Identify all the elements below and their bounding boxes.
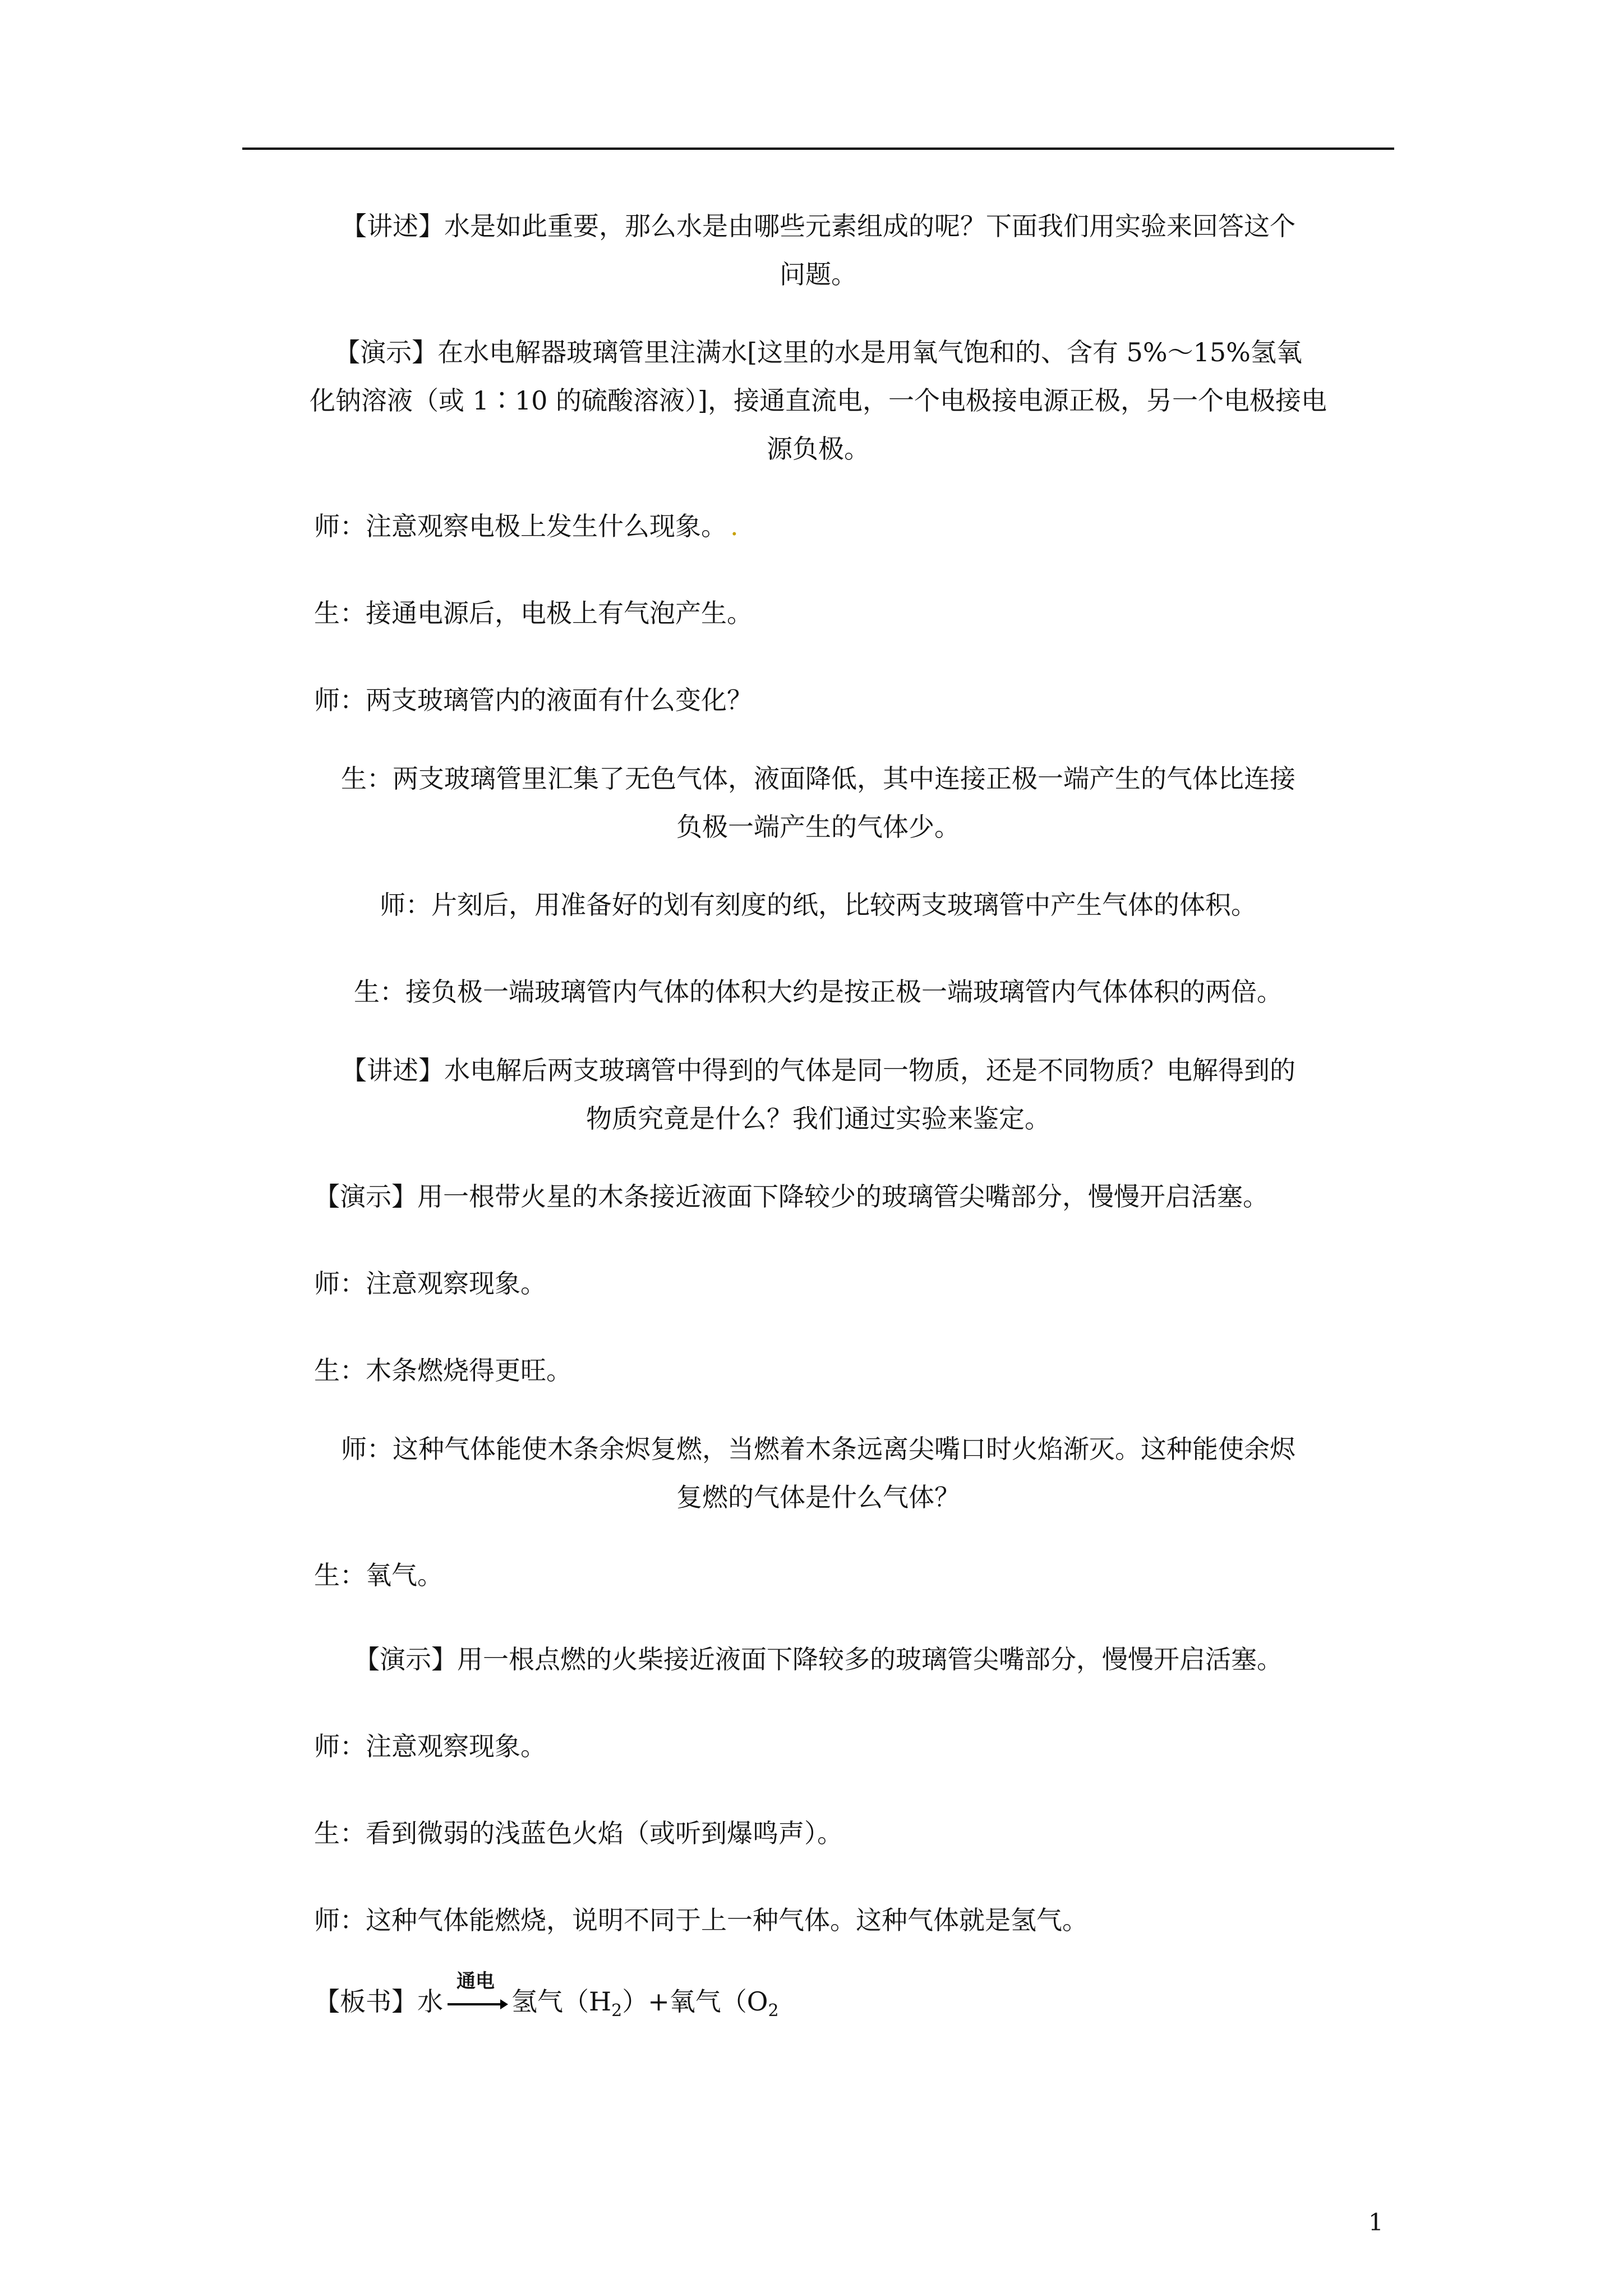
paragraph-demo-1 [242,328,1394,473]
paragraph-student-4: 生：木条燃烧得更旺。 [314,1355,572,1386]
paragraph-line: 源负极。 [767,434,870,464]
paragraph-line: 【讲述】水电解后两支玻璃管中得到的气体是同一物质，还是不同物质？电解得到的 [341,1055,1295,1085]
paragraph-teacher-1 [314,502,739,550]
equation-plus: + [648,1986,670,2017]
equation-prefix: 【板书】水 [314,1986,443,2017]
paragraph-line: 师：这种气体能使木条余烬复燃，当燃着木条远离尖嘴口时火焰渐灭。这种能使余烬 [341,1434,1295,1464]
paragraph-line: 生：两支玻璃管里汇集了无色气体，液面降低，其中连接正极一端产生的气体比连接 [341,763,1295,794]
header-rule [242,148,1394,150]
paragraph-line: 问题。 [780,259,857,289]
equation-product-2: 氧气（O [669,1986,768,2017]
right-arrow-icon [446,1996,508,2013]
paragraph-narration-2 [242,1046,1394,1143]
paragraph-teacher-7: 师：这种气体能燃烧，说明不同于上一种气体。这种气体就是氢气。 [314,1905,1088,1935]
page-number: 1 [1368,2208,1384,2236]
subscript-2: 2 [611,2001,623,2021]
paragraph-line: 复燃的气体是什么气体？ [676,1482,960,1512]
subscript-2: 2 [768,2001,779,2021]
paragraph-demo-3: 【演示】用一根点燃的火柴接近液面下降较多的玻璃管尖嘴部分，慢慢开启活塞。 [354,1644,1283,1674]
stray-mark: . [730,511,739,541]
reaction-arrow [446,1970,508,2021]
paragraph-student-1: 生：接通电源后，电极上有气泡产生。 [314,598,753,628]
paragraph-line: 【演示】在水电解器玻璃管里注满水[这里的水是用氧气饱和的、含有 5%～15%氢氧 [334,337,1302,367]
paragraph-teacher-4: 师：注意观察现象。 [314,1268,546,1299]
paragraph-line: 化钠溶液（或 1∶10 的硫酸溶液）]，接通直流电，一个电极接电源正极，另一个电极接电 [310,385,1327,416]
board-equation [314,1970,779,2035]
paragraph-student-2 [242,754,1394,851]
paragraph-line: 【讲述】水是如此重要，那么水是由哪些元素组成的呢？下面我们用实验来回答这个 [341,211,1295,241]
paragraph-text: 师：注意观察电极上发生什么现象。 [314,511,727,541]
paragraph-teacher-2: 师：两支玻璃管内的液面有什么变化？ [314,685,753,715]
paragraph-demo-2: 【演示】用一根带火星的木条接近液面下降较少的玻璃管尖嘴部分，慢慢开启活塞。 [314,1181,1269,1212]
paragraph-line: 负极一端产生的气体少。 [676,812,960,842]
paragraph-teacher-3: 师：片刻后，用准备好的划有刻度的纸，比较两支玻璃管中产生气体的体积。 [380,890,1257,920]
paragraph-student-6: 生：看到微弱的浅蓝色火焰（或听到爆鸣声）。 [314,1818,843,1848]
paragraph-teacher-5 [242,1425,1394,1521]
paragraph-line: 物质究竟是什么？我们通过实验来鉴定。 [586,1103,1050,1134]
paragraph-student-3: 生：接负极一端玻璃管内气体的体积大约是按正极一端玻璃管内气体体积的两倍。 [354,977,1283,1007]
paragraph-narration-1 [242,202,1394,298]
equation-close-paren: ） [622,1986,648,2017]
paragraph-teacher-6: 师：注意观察现象。 [314,1731,546,1761]
arrow-condition-label: 通电 [457,1970,495,1993]
paragraph-student-5: 生：氧气。 [314,1560,443,1590]
equation-product-1: 氢气（H [511,1986,612,2017]
